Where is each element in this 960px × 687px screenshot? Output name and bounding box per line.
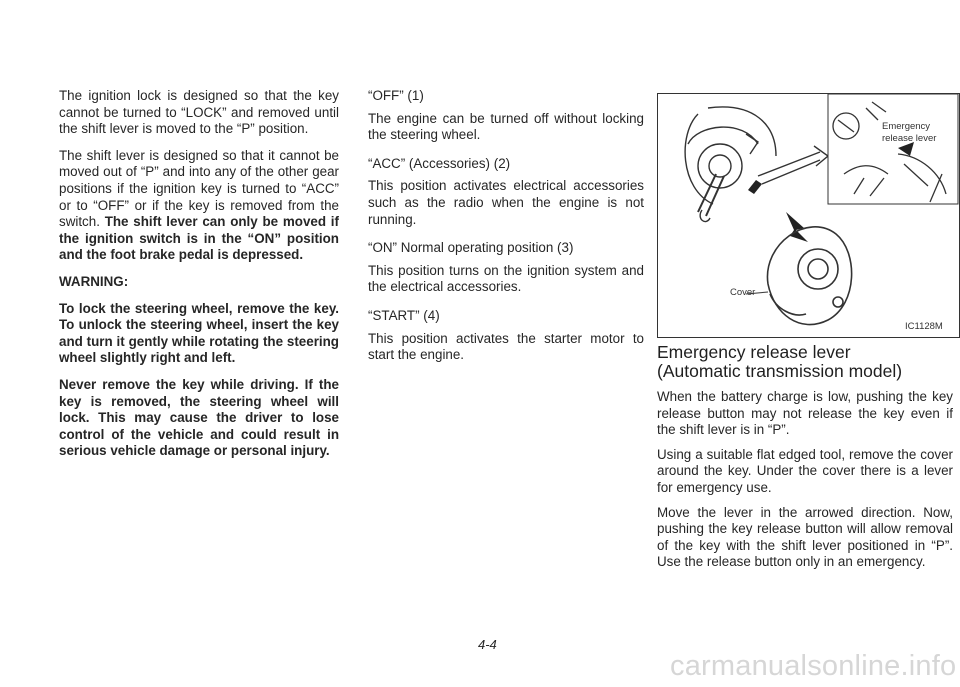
on-label: “ON” Normal operating position (3) <box>368 240 574 256</box>
start-description: This position activates the starter motor to start the engine. <box>368 330 644 363</box>
off-description: The engine can be turned off without locking the steering wheel. <box>368 110 644 143</box>
watermark: carmanualsonline.info <box>670 650 957 682</box>
figure-code: IC1128M <box>905 321 943 332</box>
warning-paragraph-1: To lock the steering wheel, remove the key. To unlock the steering wheel, insert the key and turn it gently while rotating the steering wheel slightly right and left. <box>59 300 339 366</box>
battery-paragraph: When the battery charge is low, pushing the key release button may not release the key even if the shift lever is in “P”. <box>657 389 953 438</box>
inset-label-release-lever: release lever <box>882 133 937 144</box>
emergency-release-figure <box>657 93 960 338</box>
section-heading-line-1: Emergency release lever <box>657 342 851 362</box>
on-description: This position turns on the ignition system and the electrical accessories. <box>368 262 644 295</box>
inset-label-emergency: Emergency <box>882 121 931 132</box>
warning-heading: WARNING: <box>59 273 129 289</box>
section-heading-line-2: (Automatic transmission model) <box>657 361 903 381</box>
ignition-lock-paragraph: The ignition lock is designed so that the key cannot be turned to “LOCK” and removed until the shift lever is moved to the “P” position. <box>59 88 339 137</box>
acc-label: “ACC” (Accessories) (2) <box>368 155 511 171</box>
left-column <box>59 88 339 470</box>
lever-paragraph: Move the lever in the arrowed direction. Now, pushing the key release button will allow removal of the key with the shift lever positioned in “P”. Use the release button only in an emergency. <box>657 504 953 570</box>
cover-label: Cover <box>730 287 756 298</box>
off-label: “OFF” (1) <box>368 88 424 103</box>
shift-lever-text: The shift lever is designed so that it cannot be moved out of “P” and into any of the other gear positions if the ignition key is turned to “ACC” or to “OFF” or if the key is removed from the switch. <box>59 147 339 230</box>
page-number: 4-4 <box>478 637 497 652</box>
start-label: “START” (4) <box>368 307 440 323</box>
section-heading <box>657 343 953 381</box>
right-column <box>657 343 953 579</box>
shift-lever-paragraph <box>59 148 339 264</box>
acc-description: This position activates electrical accessories such as the radio when the engine is not running. <box>368 178 644 227</box>
middle-column <box>368 88 644 376</box>
warning-paragraph-2: Never remove the key while driving. If the key is removed, the steering wheel will lock. This may cause the driver to lose control of the vehicle and could result in serious vehicle damage or personal injury. <box>59 376 339 459</box>
cover-paragraph: Using a suitable flat edged tool, remove the cover around the key. Under the cover there is a lever for emergency use. <box>657 446 953 495</box>
shift-lever-bold-text: The shift lever can only be moved if the ignition switch is in the “ON” position and the foot brake pedal is depressed. <box>59 214 339 263</box>
